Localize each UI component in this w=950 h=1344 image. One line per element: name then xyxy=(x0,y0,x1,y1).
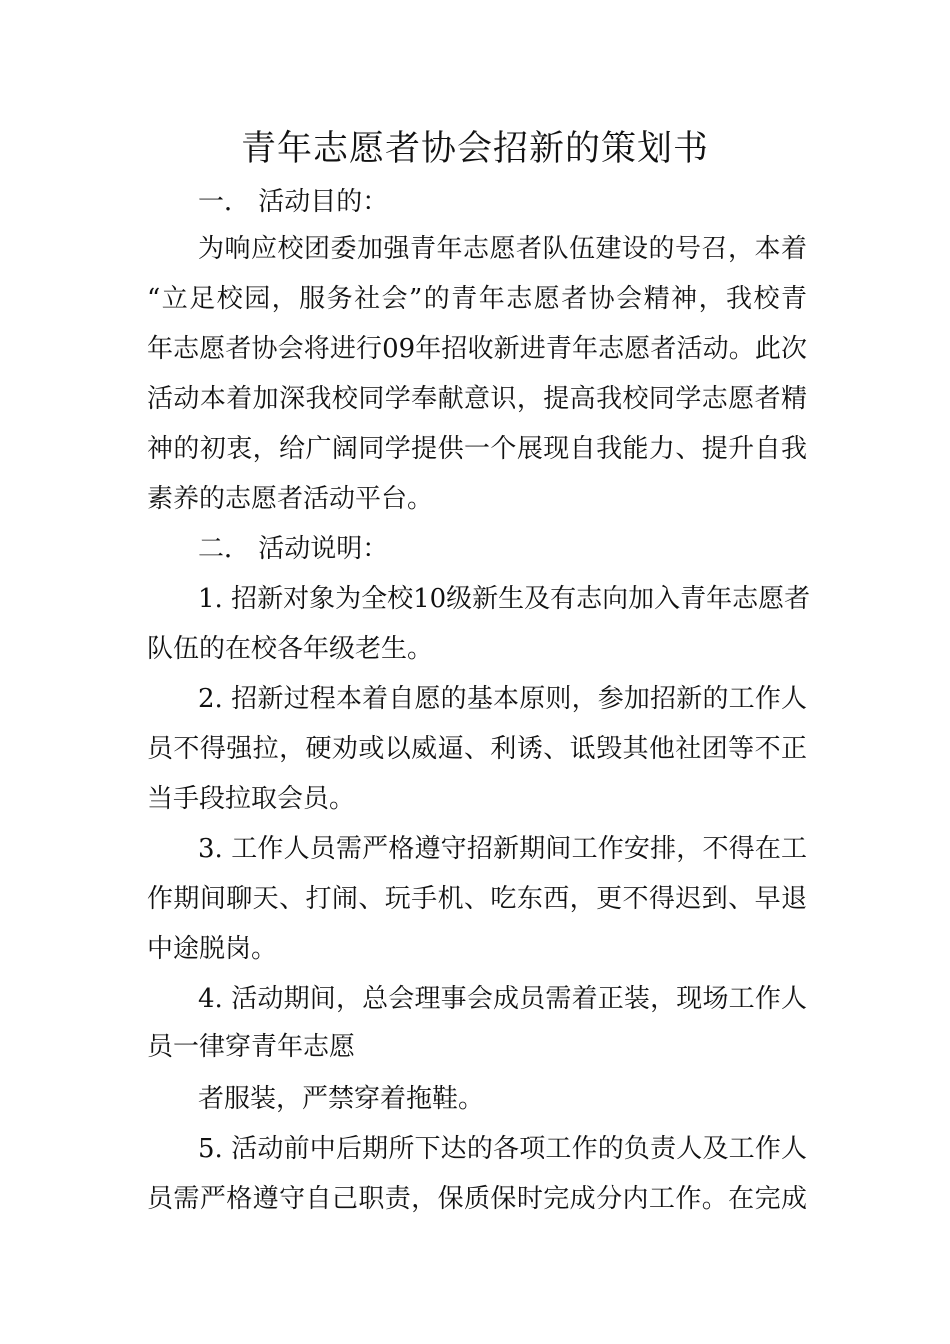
paragraph-line: “立足校园，服务社会”的青年志愿者协会精神，我校青 xyxy=(147,284,807,314)
list-item-line: 队伍的在校各年级老生。 xyxy=(147,634,434,664)
list-item-line: 当手段拉取会员。 xyxy=(147,784,356,814)
document-title: 青年志愿者协会招新的策划书 xyxy=(240,129,709,169)
paragraph-line: 神的初衷，给广阔同学提供一个展现自我能力、提升自我 xyxy=(147,434,807,464)
list-item-line: 5. 活动前中后期所下达的各项工作的负责人及工作人 xyxy=(198,1134,807,1164)
list-item-line: 员需严格遵守自己职责，保质保时完成分内工作。在完成 xyxy=(147,1184,807,1214)
paragraph-line: 活动本着加深我校同学奉献意识，提高我校同学志愿者精 xyxy=(147,384,807,414)
list-item-line: 员一律穿青年志愿 xyxy=(147,1032,356,1062)
paragraph-line: 素养的志愿者活动平台。 xyxy=(147,484,434,514)
list-item-line: 作期间聊天、打闹、玩手机、吃东西，更不得迟到、早退 xyxy=(147,884,807,914)
list-item-line: 3. 工作人员需严格遵守招新期间工作安排，不得在工 xyxy=(198,834,807,864)
section-heading-2: 二． 活动说明： xyxy=(198,534,389,564)
paragraph-line: 年志愿者协会将进行09年招收新进青年志愿者活动。此次 xyxy=(147,334,807,364)
paragraph-line: 为响应校团委加强青年志愿者队伍建设的号召，本着 xyxy=(198,234,807,264)
list-item-line: 中途脱岗。 xyxy=(147,934,278,964)
list-item-line: 2. 招新过程本着自愿的基本原则，参加招新的工作人 xyxy=(198,684,807,714)
list-item-line: 1. 招新对象为全校10级新生及有志向加入青年志愿者 xyxy=(198,584,811,614)
section-heading-1: 一． 活动目的： xyxy=(198,187,389,217)
list-item-line: 4. 活动期间，总会理事会成员需着正装，现场工作人 xyxy=(198,984,807,1014)
list-item-line: 者服装，严禁穿着拖鞋。 xyxy=(198,1084,485,1114)
list-item-line: 员不得强拉，硬劝或以威逼、利诱、诋毁其他社团等不正 xyxy=(147,734,807,764)
